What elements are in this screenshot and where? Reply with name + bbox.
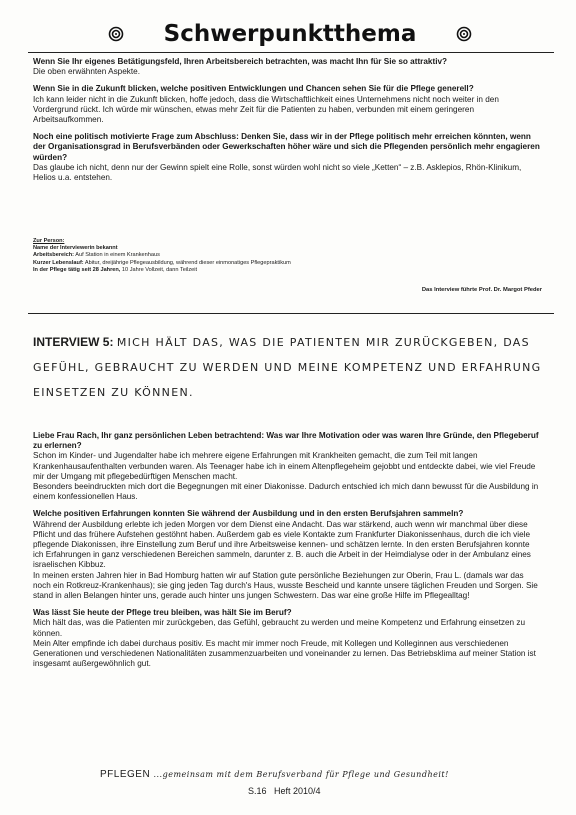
- answer: Die oben erwähnten Aspekte.: [33, 67, 140, 77]
- page-header: [40, 14, 540, 54]
- person-info: [33, 238, 541, 274]
- person-name: Name der Interviewerin bekannt: [33, 245, 118, 252]
- question: Welche positiven Erfahrungen konnten Sie während der Ausbildung und in den ersten Berufsjahren sammeln?: [33, 509, 464, 519]
- qa-block: [33, 608, 541, 669]
- question: Liebe Frau Rach, Ihr ganz persönlichen Leben betrachtend: Was war Ihre Motivation oder was waren Ihre Gründe, den Pflegeberuf zu erlernen?: [33, 431, 539, 451]
- person-workplace: Arbeitsbereich: Auf Station in einem Krankenhaus: [33, 252, 160, 259]
- header-rule: [28, 52, 554, 53]
- answer: Mein Alter empfinde ich dabei durchaus positiv. Es macht mir immer noch Freude, mit Kollegen und Kolleginnen aus verschiedenen Generationen und verschiedenen Nationalitäten zusammenzuarbeiten und voneinander zu lernen. Das Betriebsklima auf meiner Station ist insgesamt außergewöhnlich gut.: [33, 638, 536, 669]
- qa-block: [33, 84, 541, 125]
- spiral-icon: [456, 26, 472, 42]
- question: Wenn Sie Ihr eigenes Betätigungsfeld, Ihren Arbeitsbereich betrachten, was macht Ihn für Sie so attraktiv?: [33, 57, 448, 66]
- footer-page-info: [248, 786, 520, 796]
- answer: In meinen ersten Jahren hier in Bad Homburg hatten wir auf Station gute persönliche Beziehungen zur Oberin, Frau L. (damals war das noch ein Rotkreuz-Krankenhaus); sie ging jeden Tag durch's Haus, wusste Bescheid und kannte unsere täglichen Freuden und Sorgen. Sie stand in allen Belangen hinter uns, gerade auch hinter uns jungen Schwestern. Das war eine große Hilfe im Pflegealltag!: [33, 570, 538, 601]
- interview-headline: MICH HÄLT DAS, WAS DIE PATIENTEN MIR ZURÜCKGEBEN, DAS GEFÜHL, GEBRAUCHT ZU WERDEN UND MEINE KOMPETENZ UND ERFAHRUNG EINSETZEN ZU KÖNNEN.: [33, 336, 542, 399]
- issue-number: Heft 2010/4: [274, 786, 321, 796]
- qa-block: [33, 509, 541, 601]
- question: Wenn Sie in die Zukunft blicken, welche positiven Entwicklungen und Chancen sehen Sie für die Pflege generell?: [33, 84, 474, 94]
- section-title: Schwerpunktthema: [163, 21, 417, 47]
- footer-brand: PFLEGEN: [100, 769, 151, 780]
- page-number: S.16: [248, 786, 267, 796]
- qa-block: [33, 132, 541, 183]
- qa-block: [33, 57, 541, 77]
- interview-number: INTERVIEW 5:: [33, 335, 114, 349]
- person-cv: Kurzer Lebenslauf: Abitur, dreijährige Pflegeausbildung, während dieser einmonatiges Pflegepraktikum: [33, 259, 291, 266]
- interview-5-body: [33, 431, 541, 676]
- interview-5-heading: [33, 330, 553, 405]
- spiral-icon: [108, 26, 124, 42]
- answer: Mich hält das, was die Patienten mir zurückgeben, das Gefühl, gebraucht zu werden und meine Kompetenz und Erfahrung einsetzen zu können.: [33, 618, 525, 638]
- qa-block: [33, 431, 541, 502]
- answer: Das glaube ich nicht, denn nur der Gewinn spielt eine Rolle, sonst würden wohl nicht so viele „Ketten“ – z.B. Asklepios, Rhön-Klinikum, Helios u.a. entstehen.: [33, 162, 522, 183]
- section-rule: [28, 313, 554, 314]
- page-footer: [100, 769, 520, 796]
- footer-tagline: ...gemeinsam mit dem Berufsverband für Pflege und Gesundheit!: [153, 770, 449, 779]
- question: Noch eine politisch motivierte Frage zum Abschluss: Denken Sie, dass wir in der Pflege politisch mehr erreichen könnten, wenn der Organisationsgrad in Berufsverbänden oder Gewerkschaften höher wäre und sich die Pflegenden persönlich mehr engagieren würden?: [33, 132, 540, 162]
- interview-credit: Das Interview führte Prof. Dr. Margot Pfeder: [421, 287, 542, 293]
- answer: Ich kann leider nicht in die Zukunft blicken, hoffe jedoch, dass die Wirtschaftlichkeit eines Unternehmens nicht noch weiter in den Vordergrund rückt. Ich würde mir wünschen, etwas mehr Zeit für die Patienten zu haben, verbunden mit einem geringeren Arbeitsaufkommen.: [33, 94, 499, 125]
- question: Was lässt Sie heute der Pflege treu bleiben, was hält Sie im Beruf?: [33, 608, 292, 618]
- answer: Schon im Kinder- und Jugendalter habe ich mehrere eigene Erfahrungen mit Krankheiten gemacht, die zum Teil mit langen Krankenhausaufenthalten verbunden waren. Als Teenager habe ich in einem Altenpflegeheim gejobbt und entdeckte dabei, wie viel Freude mir der Umgang mit pflegebedürftigen Menschen macht.: [33, 451, 536, 481]
- answer: Während der Ausbildung erlebte ich jeden Morgen vor dem Dienst eine Andacht. Das war stärkend, auch wenn wir manchmal über diese Pflicht und das frühere Aufstehen gestöhnt haben. Außerdem gab es viele Kontakte zum Frankfurter Diakonissenhaus, durch die ich viele pflegende Diakonissen, ihre Einstellung zum Beruf und ihre Arbeitsweise kennen- und schätzen lernte. In den ersten Berufsjahren konnte ich Erfahrungen in ganz verschiedenen Bereichen sammeln, darunter z. B. auch die Arbeit in der Heimdialyse oder in der Ambulanz eines israelischen Kibbuz.: [33, 519, 531, 570]
- answer: Besonders beeindruckten mich dort die Begegnungen mit einer Diakonisse. Dadurch entschied ich mich dann bewusst für die Ausbildung in einem konfessionellen Haus.: [33, 482, 539, 502]
- interview-4-continuation: [33, 57, 541, 190]
- person-heading: Zur Person:: [33, 238, 65, 244]
- person-experience: In der Pflege tätig seit 28 Jahren, 10 Jahre Vollzeit, dann Teilzeit: [33, 266, 198, 273]
- footer-slogan: [100, 769, 520, 780]
